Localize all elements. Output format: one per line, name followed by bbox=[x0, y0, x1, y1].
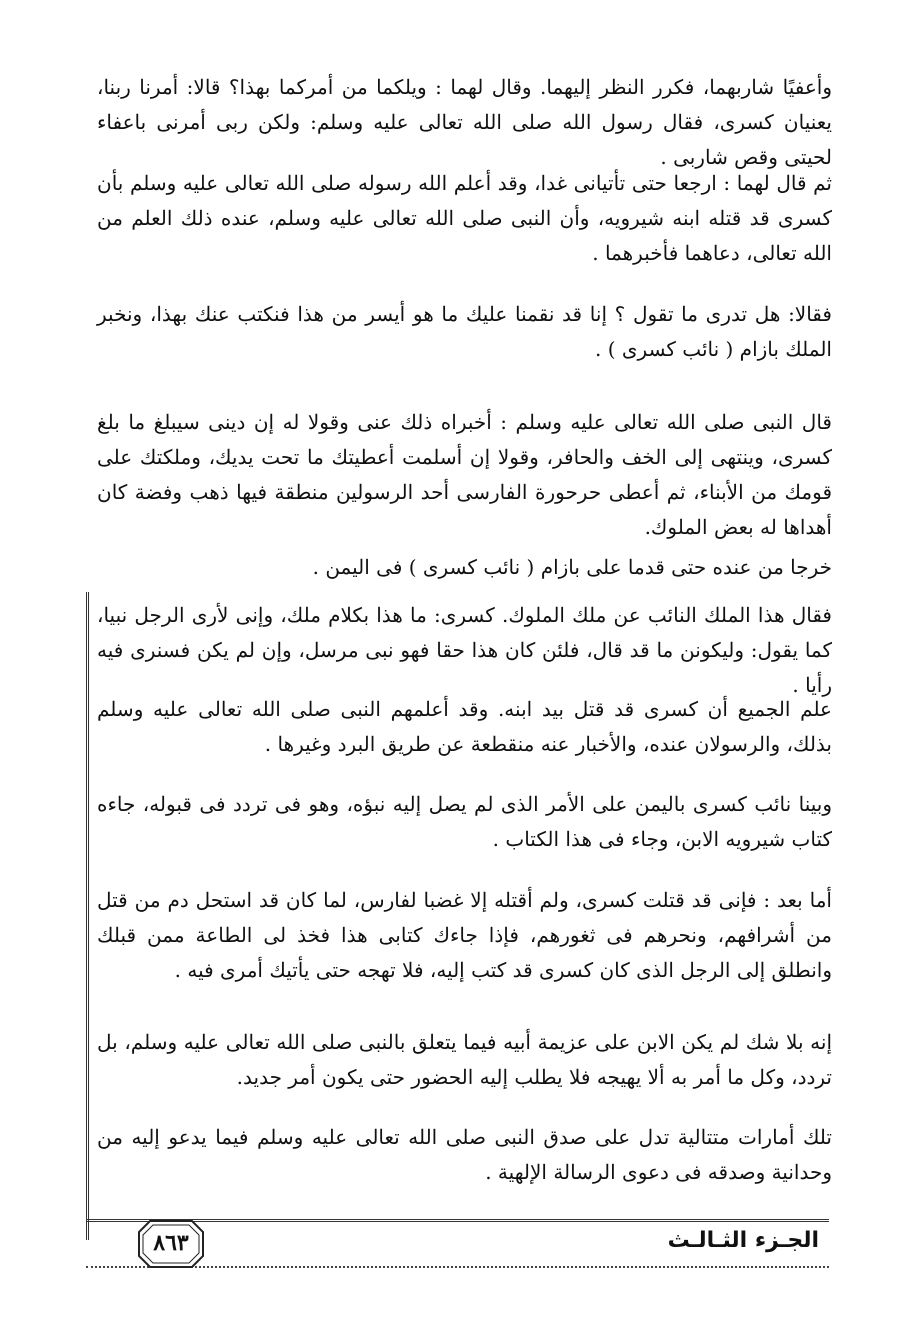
paragraph-6: فقال هذا الملك النائب عن ملك الملوك. كسرى: ما هذا بكلام ملك، وإنى لأرى الرجل نبيا، كما يقول: وليكونن ما قد قال، فلئن كان هذا حقا فهو نبى مرسل، وإن لم يكن فسنرى فيه رأيا . bbox=[97, 603, 832, 697]
paragraph-9: أما بعد : فإنى قد قتلت كسرى، ولم أقتله إلا غضبا لفارس، لما كان قد استحل دم من قتل من أشرافهم، ونحرهم فى ثغورهم، فإذا جاءك كتابى هذا فخذ لى الطاعة ممن قبلك وانطلق إلى الرجل الذى كان كسرى قد كتب إليه، فلا تهجه حتى يأتيك أمرى فيه . bbox=[97, 888, 832, 982]
volume-title: الجـزء الثـالـث bbox=[667, 1228, 819, 1253]
paragraph-5: خرجا من عنده حتى قدما على بازام ( نائب كسرى ) فى اليمن . bbox=[312, 555, 832, 579]
paragraph-2: ثم قال لهما : ارجعا حتى تأتيانى غدا، وقد أعلم الله رسوله صلى الله تعالى عليه وسلم بأن كسرى قد قتله ابنه شيرويه، وأن النبى صلى الله تعالى عليه وسلم، عنده ذلك العلم من الله تعالى، دعاهما فأخبرهما . bbox=[97, 171, 832, 265]
page-frame-left-border bbox=[86, 592, 89, 1240]
paragraph-4: قال النبى صلى الله تعالى عليه وسلم : أخبراه ذلك عنى وقولا له إن دينى سيبلغ ما بلغ كسرى، وينتهى إلى الخف والحافر، وقولا إن أسلمت أعطيتك ما تحت يديك، وملكتك على قومك من الأبناء، ثم أعطى حرحورة الفارسى أحد الرسولين منطقة فيها ذهب وفضة كان أهداها له بعض الملوك. bbox=[97, 410, 833, 539]
page-number-badge bbox=[136, 1218, 206, 1270]
paragraph-1: وأعفيًا شاربهما، فكرر النظر إليهما. وقال لهما : ويلكما من أمركما بهذا؟ قالا: أمرنا ربنا، يعنيان كسرى، فقال رسول الله صلى الله تعالى عليه وسلم: ولكن ربى أمرنى باعفاء لحيتى وقص شاربى . bbox=[97, 75, 832, 169]
paragraph-8: وبينا نائب كسرى باليمن على الأمر الذى لم يصل إليه نبؤه، وهو فى تردد فى قبوله، جاءه كتاب شيرويه الابن، وجاء فى هذا الكتاب . bbox=[97, 792, 832, 851]
paragraph-3: فقالا: هل تدرى ما تقول ؟ إنا قد نقمنا عليك ما هو أيسر من هذا فنكتب عنك بهذا، ونخبر الملك بازام ( نائب كسرى ) . bbox=[97, 302, 832, 361]
paragraph-11: تلك أمارات متتالية تدل على صدق النبى صلى الله تعالى عليه وسلم فيما يدعو إليه من وحدانية وصدقه فى دعوى الرسالة الإلهية . bbox=[97, 1125, 832, 1184]
paragraph-7: علم الجميع أن كسرى قد قتل بيد ابنه. وقد أعلمهم النبى صلى الله تعالى عليه وسلم بذلك، والرسولان عنده، والأخبار عنه منقطعة عن طريق البرد وغيرها . bbox=[97, 697, 832, 756]
paragraph-10: إنه بلا شك لم يكن الابن على عزيمة أبيه فيما يتعلق بالنبى صلى الله تعالى عليه وسلم، بل تردد، وكل ما أمر به ألا يهيجه فلا يطلب إليه الحضور حتى يكون أمر جديد. bbox=[97, 1030, 832, 1089]
page-number: ٨٦٣ bbox=[153, 1230, 189, 1256]
